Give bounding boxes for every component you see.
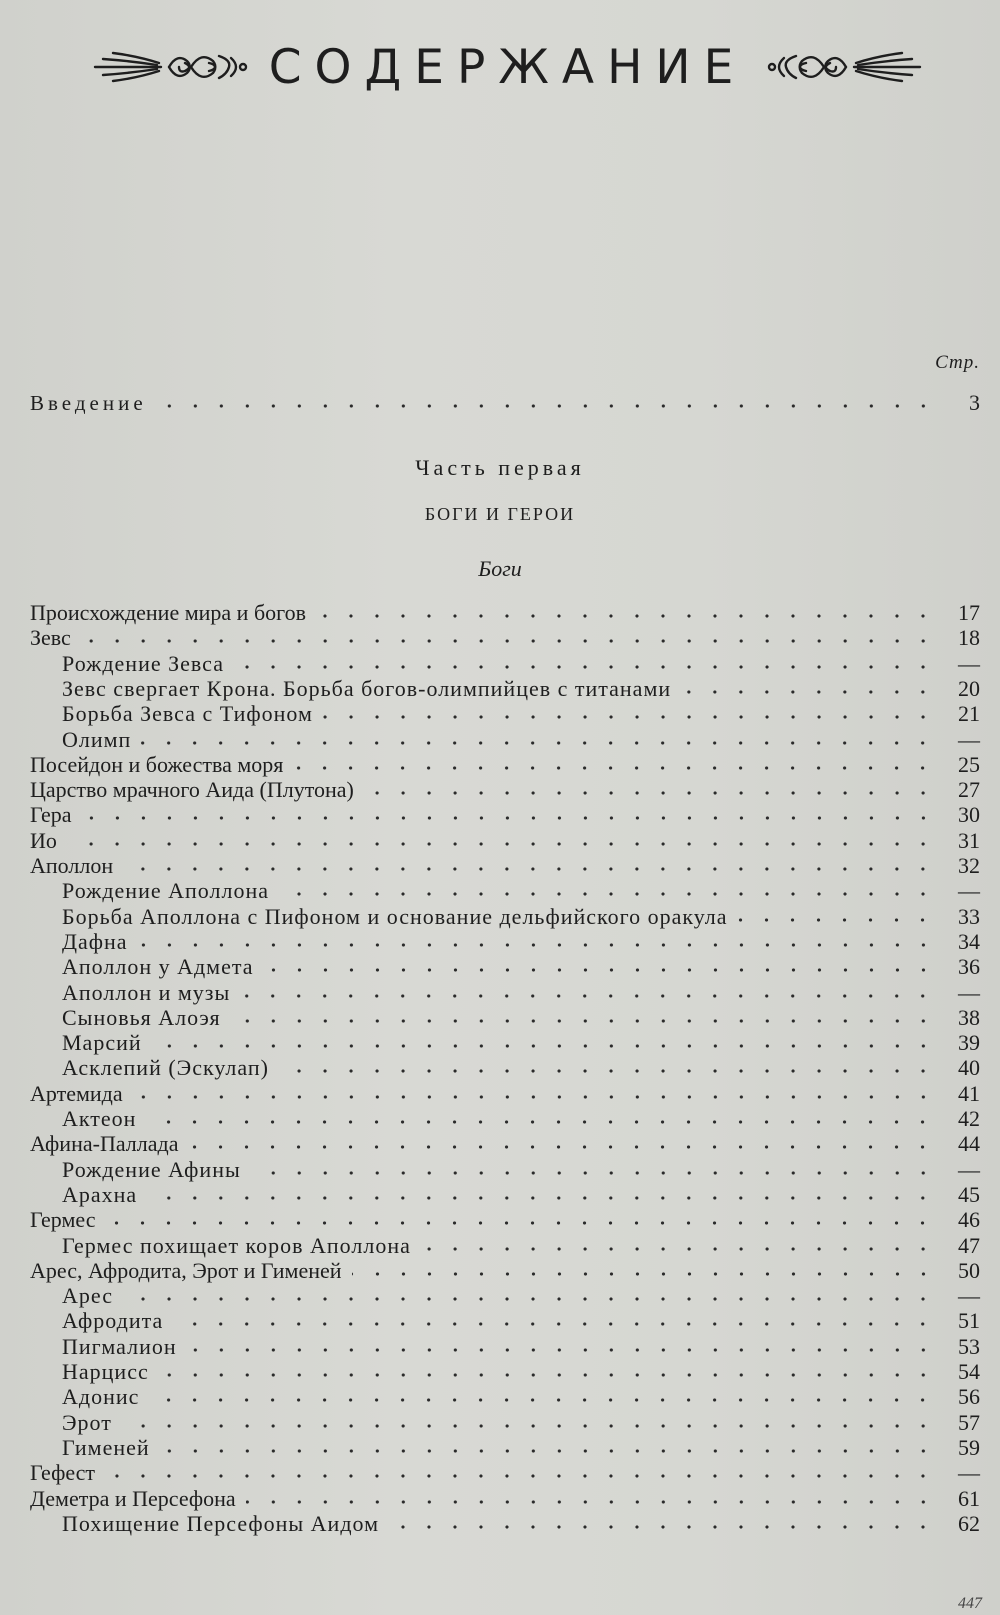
toc-entry[interactable] <box>30 1511 980 1537</box>
toc-entry-page: 61 <box>958 1485 980 1511</box>
toc-entry-title: Артемида <box>30 1080 123 1106</box>
toc-entry-title: Арахна <box>62 1181 138 1207</box>
toc-entry[interactable] <box>30 1233 980 1259</box>
toc-entry-page: 57 <box>958 1409 980 1435</box>
toc-entry-title: Аполлон и музы <box>62 979 231 1005</box>
dot-leader <box>231 1017 936 1025</box>
toc-entry-page: 53 <box>958 1333 980 1359</box>
page-column-label: Стр. <box>935 352 980 373</box>
toc-entry-title: Борьба Зевса с Тифоном <box>62 701 313 727</box>
toc-entry-page: 62 <box>958 1510 980 1536</box>
toc-entry-title: Ио <box>30 827 57 853</box>
toc-entry[interactable] <box>30 929 980 955</box>
toc-entry-page: — <box>958 878 980 904</box>
section-heading: Боги <box>478 556 522 581</box>
toc-entry-page: 47 <box>958 1232 980 1258</box>
toc-entry-page: 33 <box>958 903 980 929</box>
dot-leader <box>316 612 936 620</box>
toc-entry-page: 41 <box>958 1080 980 1106</box>
toc-entry-title: Эрот <box>62 1409 112 1435</box>
dot-leader <box>141 739 936 747</box>
toc-entry-page: 51 <box>958 1308 980 1334</box>
toc-entry-page: 18 <box>958 625 980 651</box>
toc-entry-page: 45 <box>958 1181 980 1207</box>
toc-entry-title: Гера <box>30 802 72 828</box>
toc-entry[interactable] <box>30 1055 980 1081</box>
toc-entry-page: — <box>958 1156 980 1182</box>
toc-entry[interactable] <box>30 777 980 803</box>
page-title: СОДЕРЖАНИЕ <box>268 39 747 95</box>
dot-leader <box>364 789 936 797</box>
toc-entry-title: Адонис <box>62 1384 140 1410</box>
toc-entry-page: 34 <box>958 928 980 954</box>
toc-entry-title: Борьба Аполлона с Пифоном и основание дельфийского оракула <box>62 903 728 929</box>
dot-leader <box>188 1143 936 1151</box>
dot-leader <box>173 1320 936 1328</box>
toc-entry-title: Дафна <box>62 928 128 954</box>
dot-leader <box>105 1219 936 1227</box>
toc-entry[interactable] <box>30 954 980 980</box>
dot-leader <box>264 966 936 974</box>
dot-leader <box>146 1118 936 1126</box>
toc-entry[interactable] <box>30 752 980 778</box>
toc-entry-page: 50 <box>958 1257 980 1283</box>
toc-entry[interactable] <box>30 1384 980 1410</box>
toc-entry-page: 32 <box>958 853 980 878</box>
toc-entry-page: 44 <box>958 1131 980 1157</box>
toc-entry[interactable] <box>30 802 980 828</box>
dot-leader <box>160 1447 936 1455</box>
toc-entry-page: 27 <box>958 777 980 803</box>
toc-entry[interactable] <box>30 1460 980 1486</box>
toc-entry[interactable] <box>30 1435 980 1461</box>
toc-entry-title: Гермес <box>30 1207 96 1233</box>
dot-leader <box>251 1169 936 1177</box>
toc-entry-page: 56 <box>958 1384 980 1410</box>
toc-entry[interactable] <box>30 1005 980 1031</box>
dot-leader <box>67 840 936 848</box>
toc-entry-title: Происхождение мира и богов <box>30 600 307 625</box>
dot-leader <box>157 402 936 410</box>
dot-leader <box>152 1042 936 1050</box>
toc-entry-title: Посейдон и божества моря <box>30 751 284 777</box>
toc-entry[interactable] <box>30 1081 980 1107</box>
dot-leader <box>105 1472 936 1480</box>
toc-entry[interactable] <box>30 1157 980 1183</box>
toc-entry[interactable] <box>30 651 980 677</box>
toc-entry-page: 36 <box>958 954 980 980</box>
dot-leader <box>389 1523 936 1531</box>
toc-entry-title: Царство мрачного Аида (Плутона) <box>30 777 354 803</box>
toc-entry[interactable] <box>30 878 980 904</box>
dot-leader <box>159 1371 936 1379</box>
dot-leader <box>323 713 936 721</box>
toc-entry[interactable] <box>30 1207 980 1233</box>
toc-entry-title: Марсий <box>62 1030 142 1056</box>
scroll-ornament-icon <box>764 44 924 90</box>
toc-entry-title: Арес <box>62 1283 113 1309</box>
toc-entry-page: 54 <box>958 1359 980 1384</box>
dot-leader <box>138 941 936 949</box>
toc-entry-title: Гефест <box>30 1460 96 1486</box>
scroll-ornament-icon <box>91 44 251 90</box>
toc-entry-page: — <box>958 1283 980 1309</box>
page-number: 447 <box>958 1595 982 1612</box>
toc-entry[interactable] <box>30 676 980 702</box>
toc-entry-title: Асклепий (Эскулап) <box>62 1055 269 1081</box>
dot-leader <box>240 992 936 1000</box>
toc-entry[interactable] <box>30 1258 980 1284</box>
toc-entry-title: Нарцисс <box>62 1359 149 1384</box>
toc-entry-title: Актеон <box>62 1106 137 1131</box>
toc-entry-title: Рождение Аполлона <box>62 878 269 904</box>
toc-entry-page: 3 <box>969 390 980 415</box>
toc-entry[interactable] <box>30 1131 980 1157</box>
toc-entry-title: Афина-Паллада <box>30 1131 179 1157</box>
toc-entry[interactable] <box>30 1283 980 1309</box>
toc-entry[interactable] <box>30 1359 980 1385</box>
dot-leader <box>352 1270 936 1278</box>
toc-entry-title: Пигмалион <box>62 1333 177 1359</box>
toc-entry[interactable] <box>30 1182 980 1208</box>
dot-leader <box>737 916 936 924</box>
toc-entry-page: 59 <box>958 1434 980 1460</box>
toc-entry-title: Введение <box>30 391 147 415</box>
toc-entry-title: Деметра и Персефона <box>30 1485 236 1511</box>
toc-entry-introduction[interactable] <box>30 390 980 416</box>
toc-entry[interactable] <box>30 904 980 930</box>
toc-entry[interactable] <box>30 1308 980 1334</box>
toc-entry-title: Зевс свергает Крона. Борьба богов-олимпийцев с титанами <box>62 675 672 701</box>
dot-leader <box>122 1422 936 1430</box>
dot-leader <box>279 890 936 898</box>
dot-leader <box>133 1093 936 1101</box>
toc-entry-title: Сыновья Алоэя <box>62 1004 221 1030</box>
page-header <box>50 32 965 102</box>
toc-entry[interactable] <box>30 1106 980 1132</box>
toc-entry[interactable] <box>30 980 980 1006</box>
toc-entry-title: Олимп <box>62 726 132 752</box>
toc-entry-title: Рождение Афины <box>62 1156 241 1182</box>
toc-entry-title: Гермес похищает коров Аполлона <box>62 1232 411 1258</box>
toc-entry-page: 21 <box>958 701 980 727</box>
toc-entry[interactable] <box>30 853 980 879</box>
toc-entry-page: — <box>958 1460 980 1486</box>
toc-entry-page: 20 <box>958 675 980 701</box>
toc-entry-page: 31 <box>958 827 980 853</box>
toc-entry[interactable] <box>30 1486 980 1512</box>
toc-entry-title: Гименей <box>62 1434 150 1460</box>
toc-entry[interactable] <box>30 600 980 626</box>
toc-entry-title: Рождение Зевса <box>62 650 224 676</box>
toc-entry-title: Похищение Персефоны Аидом <box>62 1510 380 1536</box>
toc-entry-page: 39 <box>958 1030 980 1056</box>
toc-entry-title: Зевс <box>30 625 71 651</box>
toc-entry[interactable] <box>30 828 980 854</box>
dot-leader <box>279 1067 936 1075</box>
toc-entry-title: Арес, Афродита, Эрот и Гименей <box>30 1257 342 1283</box>
dot-leader <box>82 814 936 822</box>
dot-leader <box>147 1194 936 1202</box>
dot-leader <box>681 688 936 696</box>
toc-entry[interactable] <box>30 1410 980 1436</box>
toc-entry-page: — <box>958 650 980 676</box>
part-label: Часть первая <box>415 455 585 480</box>
toc-entry-page: 25 <box>958 751 980 777</box>
toc-entry[interactable] <box>30 625 980 651</box>
toc-entry-page: 42 <box>958 1106 980 1131</box>
toc-entry-page: 46 <box>958 1207 980 1233</box>
dot-leader <box>246 1498 936 1506</box>
toc-entry-page: — <box>958 979 980 1005</box>
dot-leader <box>234 663 936 671</box>
toc-entry[interactable] <box>30 701 980 727</box>
toc-entry[interactable] <box>30 1334 980 1360</box>
toc-entry-title: Аполлон <box>30 853 114 878</box>
toc-entry-page: — <box>958 726 980 752</box>
toc-entry[interactable] <box>30 727 980 753</box>
dot-leader <box>123 865 936 873</box>
dot-leader <box>293 764 936 772</box>
dot-leader <box>421 1245 936 1253</box>
part-title: БОГИ И ГЕРОИ <box>424 504 576 524</box>
dot-leader <box>123 1295 936 1303</box>
dot-leader <box>149 1396 936 1404</box>
toc-entry-page: 17 <box>958 600 980 625</box>
toc-entry-title: Аполлон у Адмета <box>62 954 254 980</box>
toc-entry-page: 30 <box>958 802 980 828</box>
toc-entry[interactable] <box>30 1030 980 1056</box>
dot-leader <box>187 1346 936 1354</box>
toc-entry-page: 38 <box>958 1004 980 1030</box>
dot-leader <box>81 637 936 645</box>
toc-entry-page: 40 <box>958 1055 980 1081</box>
toc-entry-title: Афродита <box>62 1308 164 1334</box>
